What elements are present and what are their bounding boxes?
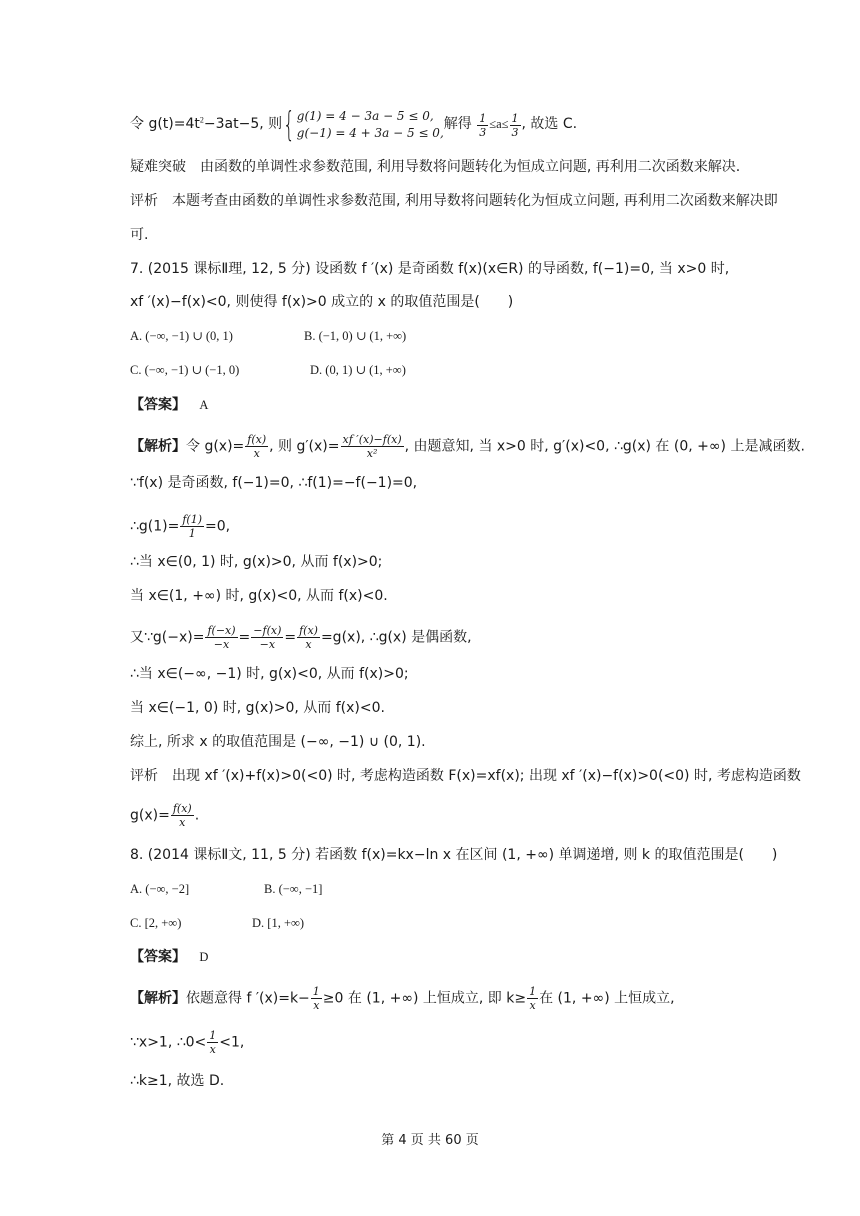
answer-value: D [199, 950, 209, 964]
fraction-numerator: f(x) [247, 433, 267, 446]
q8-answer [130, 948, 208, 966]
fraction-denominator: x [253, 447, 260, 460]
q7-analysis-line-7: ∴当 x∈(−∞, −1) 时, g(x)<0, 从而 f(x)>0; [130, 666, 409, 682]
page-number-footer: 第 4 页 共 60 页 [381, 1133, 479, 1148]
fraction [477, 113, 488, 138]
text-run: =0, [205, 518, 231, 535]
q8-option-b: B. (−∞, −1] [264, 882, 323, 896]
q8-option-a: A. (−∞, −2] [130, 882, 190, 896]
text-run: 解得 [443, 115, 477, 132]
fraction-numerator: 1 [511, 111, 519, 125]
text-run: , 由题意知, 当 x>0 时, g′(x)<0, ∴g(x) 在 (0, +∞) 上是减函数. [404, 438, 805, 455]
fraction-denominator: −x [213, 638, 230, 651]
q7-option-c: C. (−∞, −1) ∪ (−1, 0) [130, 363, 240, 377]
text-run: 又∵g(−x)= [130, 629, 205, 646]
q7-analysis-line-2: ∵f(x) 是奇函数, f(−1)=0, ∴f(1)=−f(−1)=0, [130, 475, 418, 491]
fraction-denominator: 3 [479, 125, 487, 139]
q7-option-b: B. (−1, 0) ∪ (1, +∞) [304, 329, 407, 343]
comment-line-1: 评析 本题考查由函数的单调性求参数范围, 利用导数将问题转化为恒成立问题, 再利用二次函数来解决即 [130, 193, 778, 209]
text-run: = [238, 629, 251, 646]
q7-option-d: D. (0, 1) ∪ (1, +∞) [310, 363, 406, 377]
q8-analysis-line-1 [130, 986, 675, 1011]
fraction-denominator: x [313, 999, 320, 1012]
text-run: ∴g(1)= [130, 518, 180, 535]
left-brace: { [283, 105, 296, 145]
q7-stem-line-2: xf ′(x)−f(x)<0, 则使得 f(x)>0 成立的 x 的取值范围是( ) [130, 294, 514, 310]
text-run: ≥0 在 (1, +∞) 上恒成立, 即 k≥ [322, 990, 527, 1007]
text-run: <1, [219, 1034, 245, 1051]
text-run: . [194, 807, 200, 824]
fraction-numerator: f(−x) [207, 624, 236, 637]
fraction-numerator: f(1) [182, 513, 203, 526]
fraction-numerator: f(x) [299, 624, 318, 637]
text-run: −3at−5, 则 [203, 115, 283, 132]
q7-answer [130, 396, 208, 414]
text-run: 在 (1, +∞) 上恒成立, [539, 990, 675, 1007]
text-run: g(1) = 4 − 3a − 5 ≤ 0, [296, 109, 434, 123]
q7-analysis-line-3 [130, 514, 230, 539]
fraction [251, 625, 283, 650]
comment-line-2: 可. [130, 227, 149, 243]
text-run: 【解析】 [130, 438, 186, 455]
text-run: , 故选 C. [521, 115, 578, 132]
fraction-denominator: x [209, 1043, 216, 1056]
text-run: 令 g(t)=4t [130, 115, 200, 132]
fraction-numerator: xf ′(x)−f(x) [342, 433, 402, 446]
fraction-numerator: 1 [479, 111, 487, 125]
fraction [205, 625, 237, 650]
fraction [171, 803, 194, 828]
fraction-denominator: 1 [188, 527, 196, 540]
fraction [180, 514, 204, 539]
fraction-denominator: −x [259, 638, 276, 651]
q8-option-d: D. [1, +∞) [252, 916, 305, 930]
answer-label: 【答案】 [130, 949, 186, 965]
fraction [510, 113, 521, 138]
q7-analysis-line-4: ∴当 x∈(0, 1) 时, g(x)>0, 从而 f(x)>0; [130, 554, 383, 570]
fraction [207, 1030, 218, 1055]
q8-analysis-line-3: ∴k≥1, 故选 D. [130, 1073, 225, 1089]
q7-comment-line-1: 评析 出现 xf ′(x)+f(x)>0(<0) 时, 考虑构造函数 F(x)=xf(x); 出现 xf ′(x)−f(x)>0(<0) 时, 考虑构造函数 [130, 768, 801, 784]
fraction [297, 625, 320, 650]
fraction-denominator: x² [366, 447, 378, 460]
answer-label: 【答案】 [130, 397, 186, 413]
q7-comment-line-2 [130, 803, 199, 828]
fraction-denominator: x [179, 816, 186, 829]
fraction-denominator: 3 [511, 125, 519, 139]
fraction [311, 986, 322, 1011]
q7-analysis-line-5: 当 x∈(1, +∞) 时, g(x)<0, 从而 f(x)<0. [130, 588, 388, 604]
text-run: g(−1) = 4 + 3a − 5 ≤ 0, [296, 126, 444, 140]
fraction-denominator: x [529, 999, 536, 1012]
text-run: =g(x), ∴g(x) 是偶函数, [320, 629, 472, 646]
difficulty-note: 疑难突破 由函数的单调性求参数范围, 利用导数将问题转化为恒成立问题, 再利用二次函数来解决. [130, 159, 741, 175]
fraction-numerator: 1 [209, 1029, 217, 1042]
q8-analysis-line-2 [130, 1030, 244, 1055]
text-run: ≤a≤ [489, 116, 509, 131]
q7-stem-line-1: 7. (2015 课标Ⅱ理, 12, 5 分) 设函数 f ′(x) 是奇函数 f(x)(x∈R) 的导函数, f(−1)=0, 当 x>0 时, [130, 261, 730, 277]
inequality-system [297, 108, 444, 142]
fraction-numerator: −f(x) [253, 624, 282, 637]
fraction [245, 434, 268, 459]
q7-analysis-line-9: 综上, 所求 x 的取值范围是 (−∞, −1) ∪ (0, 1). [130, 734, 426, 750]
q8-stem: 8. (2014 课标Ⅱ文, 11, 5 分) 若函数 f(x)=kx−ln x 在区间 (1, +∞) 单调递增, 则 k 的取值范围是( ) [130, 847, 778, 863]
text-run: ∵x>1, ∴0< [130, 1034, 207, 1051]
fraction [341, 434, 404, 459]
text-run: 【解析】 [130, 990, 186, 1007]
q7-analysis-line-8: 当 x∈(−1, 0) 时, g(x)>0, 从而 f(x)<0. [130, 700, 385, 716]
fraction-denominator: x [305, 638, 312, 651]
q7-analysis-line-1 [130, 434, 805, 459]
q8-option-c: C. [2, +∞) [130, 916, 182, 930]
text-run: = [284, 629, 297, 646]
text-run: 依题意得 f ′(x)=k− [186, 990, 310, 1007]
text-run: 令 g(x)= [186, 438, 245, 455]
text-run: 2 [199, 115, 204, 125]
solution-line-system [130, 105, 578, 145]
q7-analysis-line-6 [130, 625, 472, 650]
fraction-numerator: f(x) [172, 802, 192, 815]
q7-option-a: A. (−∞, −1) ∪ (0, 1) [130, 329, 233, 343]
answer-value: A [199, 398, 209, 412]
fraction-numerator: 1 [529, 985, 537, 998]
fraction [527, 986, 538, 1011]
text-run: g(x)= [130, 807, 170, 824]
fraction-numerator: 1 [312, 985, 320, 998]
text-run: , 则 g′(x)= [269, 438, 340, 455]
